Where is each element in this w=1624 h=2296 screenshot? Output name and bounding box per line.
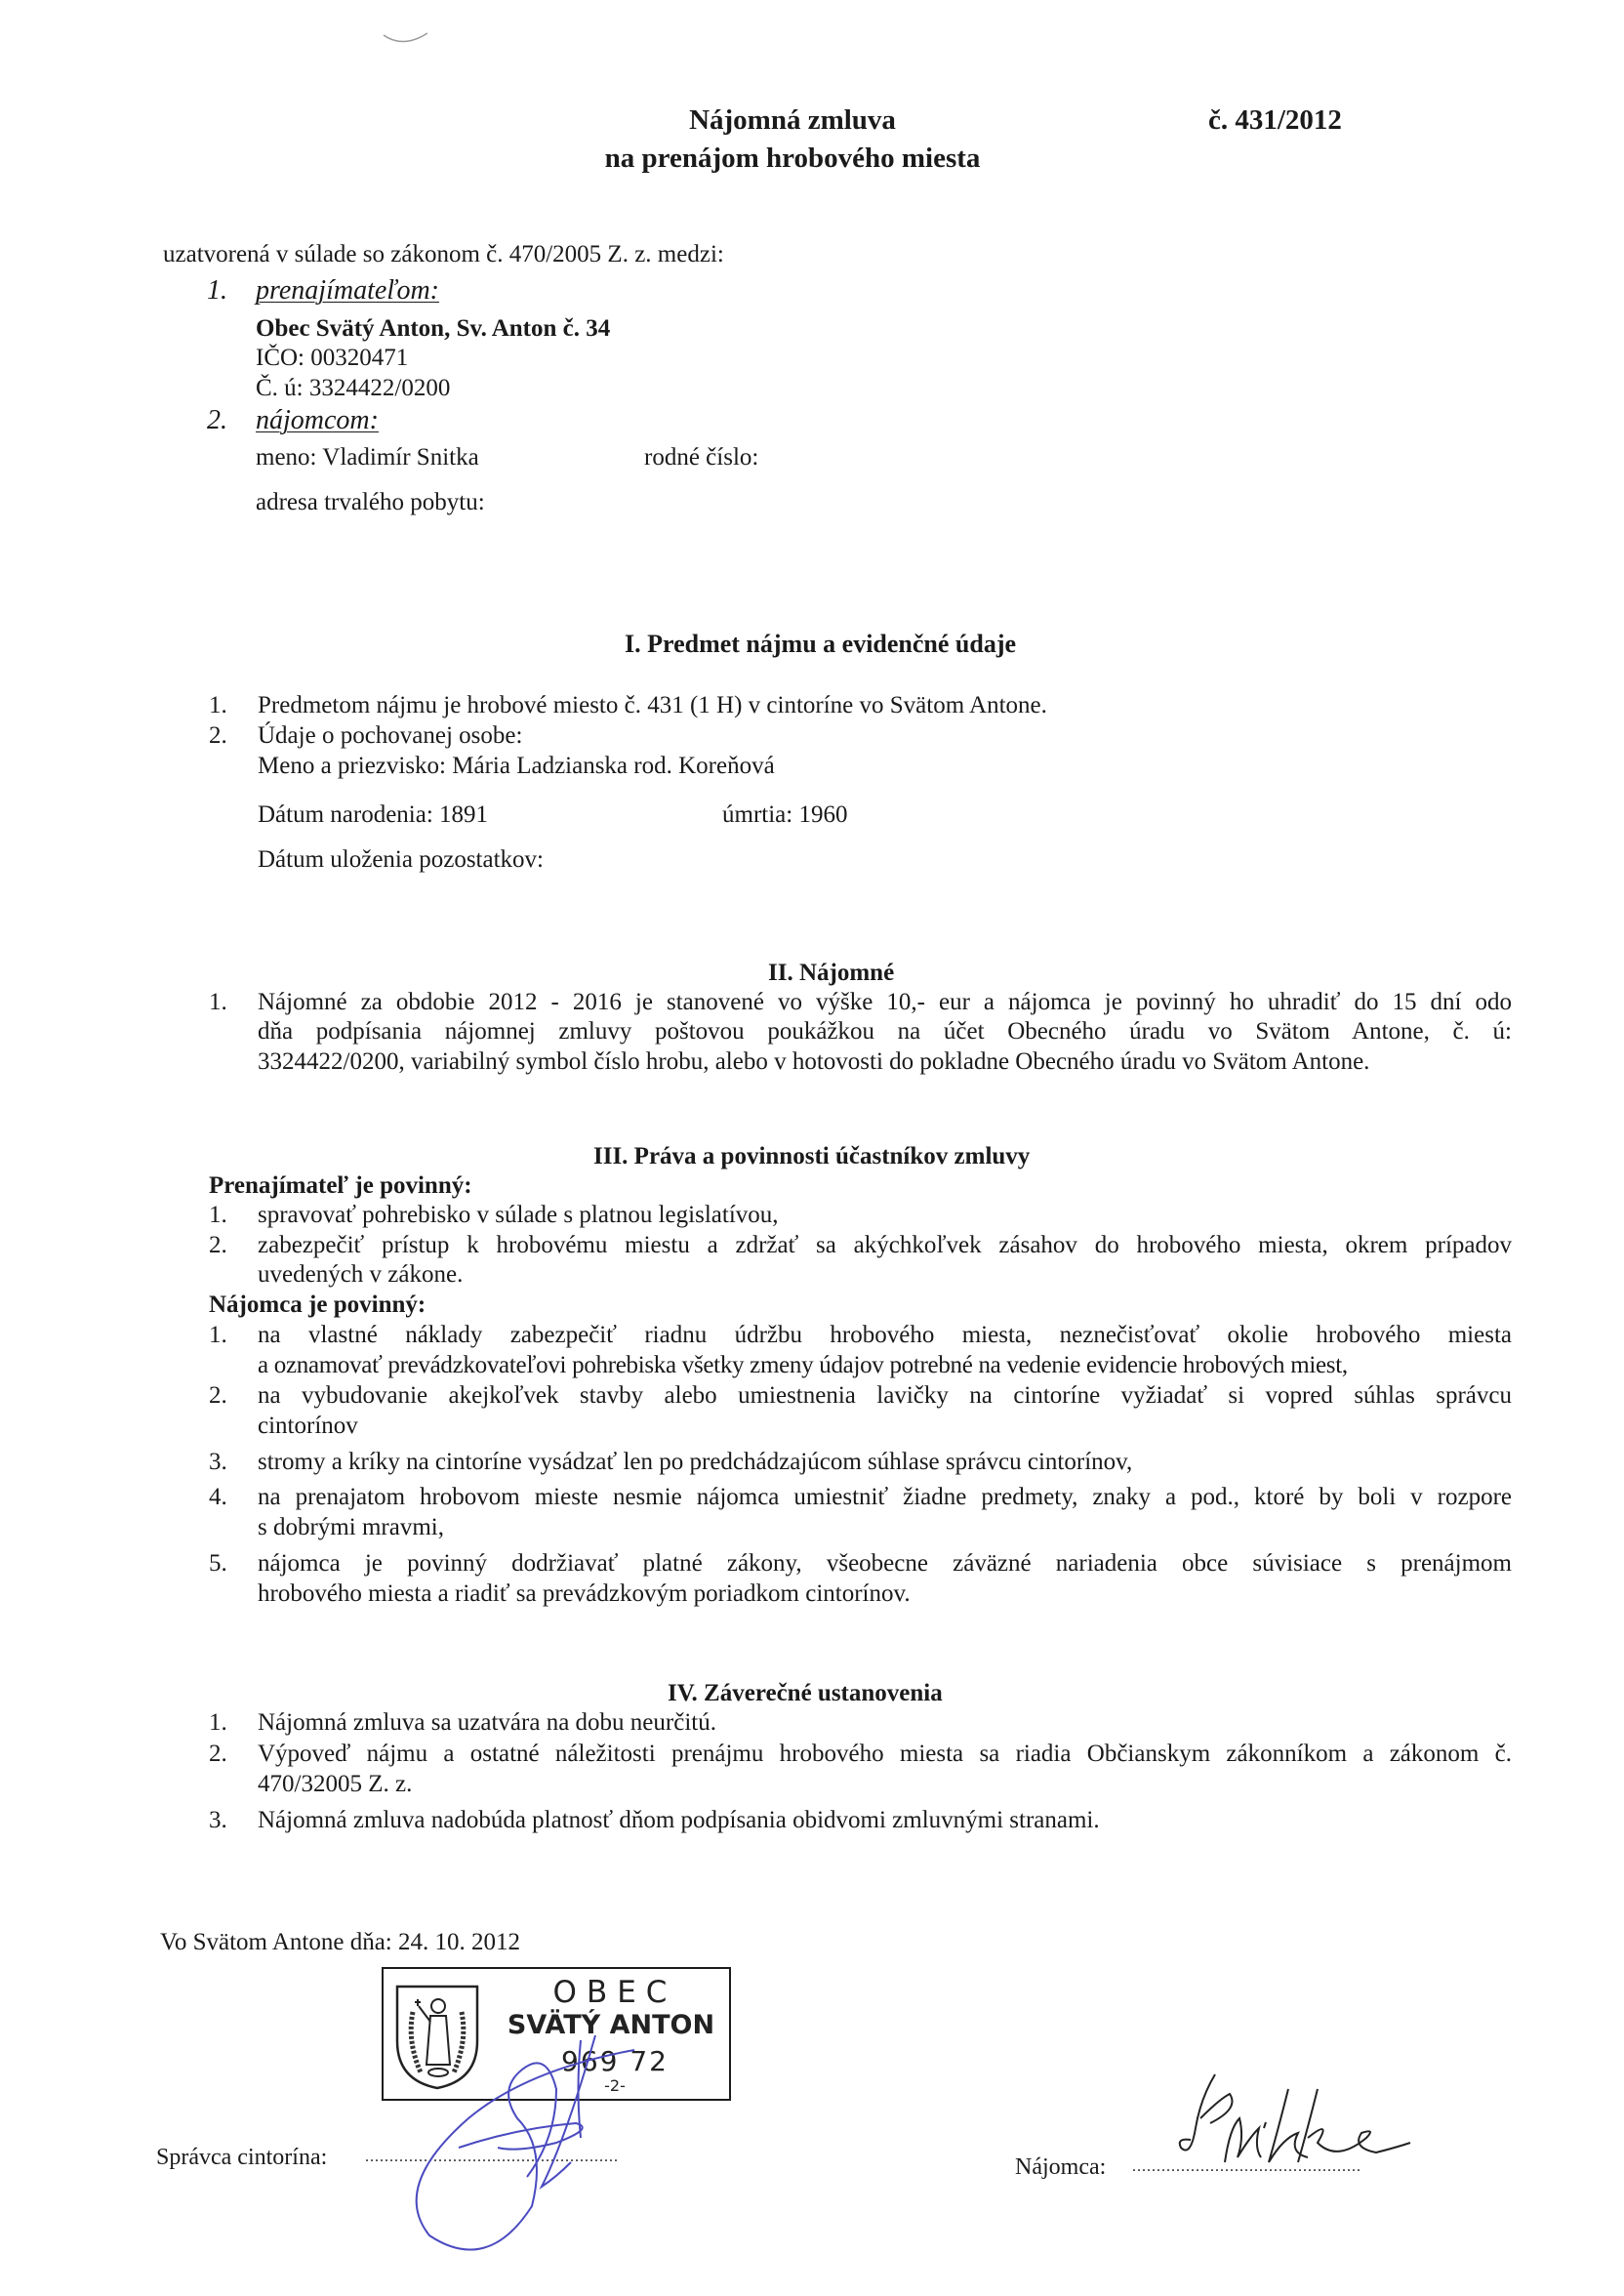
landlord-obligation-1-num: 1.	[209, 1202, 227, 1228]
section4-item2-line1: Výpoveď nájmu a ostatné náležitosti prenájmu hrobového miesta sa riadia Občianskym zákonníkom a zákonom č.	[258, 1741, 1512, 1767]
contract-number: č. 431/2012	[1208, 104, 1342, 136]
section4-item1: Nájomná zmluva sa uzatvára na dobu neurčitú.	[258, 1709, 716, 1736]
section4-heading: IV. Záverečné ustanovenia	[668, 1680, 943, 1706]
tenant-obligation-3-num: 3.	[209, 1449, 227, 1475]
document-title: Nájomná zmluva	[689, 104, 896, 136]
landlord-number: 1.	[207, 275, 227, 306]
landlord-label: prenajímateľom:	[256, 275, 440, 306]
deceased-birth: Dátum narodenia: 1891	[258, 801, 489, 828]
tenant-signature-line: ...............................................	[1132, 2158, 1361, 2175]
landlord-obligations-heading: Prenajímateľ je povinný:	[209, 1172, 472, 1199]
landlord-name: Obec Svätý Anton, Sv. Anton č. 34	[256, 315, 611, 342]
tenant-obligation-3: stromy a kríky na cintoríne vysádzať len po predchádzajúcom súhlase správcu cintorínov,	[258, 1449, 1133, 1475]
section2-line1: Nájomné za obdobie 2012 - 2016 je stanovené vo výške 10,- eur a nájomca je povinný ho uhradiť do 15 dní odo	[258, 989, 1512, 1015]
landlord-obligation-2-line2: uvedených v zákone.	[258, 1261, 464, 1288]
section1-item1-num: 1.	[209, 692, 227, 718]
tenant-name: meno: Vladimír Snitka	[256, 444, 479, 471]
stamp-line1: OBEC	[552, 1975, 677, 2010]
administrator-label: Správca cintorína:	[156, 2145, 328, 2170]
section1-heading: I. Predmet nájmu a evidenčné údaje	[625, 630, 1017, 658]
stamp-line2: SVÄTÝ ANTON	[507, 2010, 715, 2040]
burial-date-label: Dátum uloženia pozostatkov:	[258, 846, 544, 873]
tenant-obligation-4-line2: s dobrými mravmi,	[258, 1514, 444, 1540]
document-subtitle: na prenájom hrobového miesta	[604, 143, 981, 174]
scan-mark	[379, 29, 457, 49]
section4-item2-num: 2.	[209, 1741, 227, 1767]
deceased-death: úmrtia: 1960	[722, 801, 848, 828]
section3-heading: III. Práva a povinnosti účastníkov zmluvy	[593, 1143, 1031, 1169]
tenant-obligation-1-line2: a oznamovať prevádzkovateľovi pohrebiska všetky zmeny údajov potrebné na vedenie evidencie hrobových miest,	[258, 1352, 1348, 1378]
section2-line2: dňa podpísania nájomnej zmluvy poštovou poukážkou na účet Obecného úradu vo Svätom Antone, č. ú:	[258, 1018, 1512, 1045]
section2-line3: 3324422/0200, variabilný symbol číslo hrobu, alebo v hotovosti do pokladne Obecného úradu vo Svätom Antone.	[258, 1048, 1370, 1075]
tenant-obligation-4-line1: na prenajatom hrobovom mieste nesmie nájomca umiestniť žiadne predmety, znaky a pod., ktoré by boli v rozpore	[258, 1484, 1512, 1510]
tenant-obligations-heading: Nájomca je povinný:	[209, 1292, 426, 1318]
deceased-name: Meno a priezvisko: Mária Ladzianska rod. Koreňová	[258, 753, 775, 779]
tenant-label: nájomcom:	[256, 405, 379, 435]
tenant-obligation-2-line1: na vybudovanie akejkoľvek stavby alebo umiestnenia lavičky na cintoríne vyžiadať si vopred súhlas správcu	[258, 1382, 1512, 1409]
tenant-obligation-5-line1: nájomca je povinný dodržiavať platné zákony, všeobecne záväzné nariadenia obce súvisiace s prenájmom	[258, 1550, 1512, 1577]
place-date: Vo Svätom Antone dňa: 24. 10. 2012	[160, 1929, 520, 1955]
section1-item2-num: 2.	[209, 722, 227, 749]
tenant-obligation-1-line1: na vlastné náklady zabezpečiť riadnu údržbu hrobového miesta, neznečisťovať okolie hrobového miesta	[258, 1322, 1512, 1348]
landlord-obligation-2-line1: zabezpečiť prístup k hrobovému miestu a zdržať sa akýchkoľvek zásahov do hrobového miesta, okrem prípadov	[258, 1232, 1512, 1258]
landlord-ico: IČO: 00320471	[256, 345, 409, 371]
tenant-address-label: adresa trvalého pobytu:	[256, 489, 485, 515]
administrator-signature-line: ....................................................	[365, 2149, 619, 2165]
section4-item3: Nájomná zmluva nadobúda platnosť dňom podpísania obidvomi zmluvnými stranami.	[258, 1807, 1100, 1833]
section1-item1-text: Predmetom nájmu je hrobové miesto č. 431 (1 H) v cintoríne vo Svätom Antone.	[258, 692, 1047, 718]
tenant-obligation-5-num: 5.	[209, 1550, 227, 1577]
stamp-line3: 969 72	[561, 2045, 669, 2077]
landlord-obligation-1: spravovať pohrebisko v súlade s platnou legislatívou,	[258, 1202, 779, 1228]
tenant-obligation-1-num: 1.	[209, 1322, 227, 1348]
tenant-obligation-2-num: 2.	[209, 1382, 227, 1409]
tenant-signature-label: Nájomca:	[1015, 2154, 1107, 2180]
landlord-obligation-2-num: 2.	[209, 1232, 227, 1258]
tenant-birth-number-label: rodné číslo:	[644, 444, 759, 471]
section2-heading: II. Nájomné	[768, 960, 895, 986]
section2-num: 1.	[209, 989, 227, 1015]
stamp-line4: -2-	[604, 2076, 626, 2095]
section4-item3-num: 3.	[209, 1807, 227, 1833]
administrator-signature	[351, 2030, 644, 2265]
tenant-obligation-2-line2: cintorínov	[258, 1413, 358, 1439]
parties-intro: uzatvorená v súlade so zákonom č. 470/2005 Z. z. medzi:	[163, 241, 724, 267]
tenant-number: 2.	[207, 405, 227, 435]
tenant-obligation-5-line2: hrobového miesta a riadiť sa prevádzkovým poriadkom cintorínov.	[258, 1580, 911, 1607]
section4-item2-line2: 470/32005 Z. z.	[258, 1771, 413, 1797]
tenant-obligation-4-num: 4.	[209, 1484, 227, 1510]
section4-item1-num: 1.	[209, 1709, 227, 1736]
section1-item2-text: Údaje o pochovanej osobe:	[258, 722, 523, 749]
tenant-signature	[1171, 2070, 1425, 2177]
landlord-account: Č. ú: 3324422/0200	[256, 375, 451, 401]
